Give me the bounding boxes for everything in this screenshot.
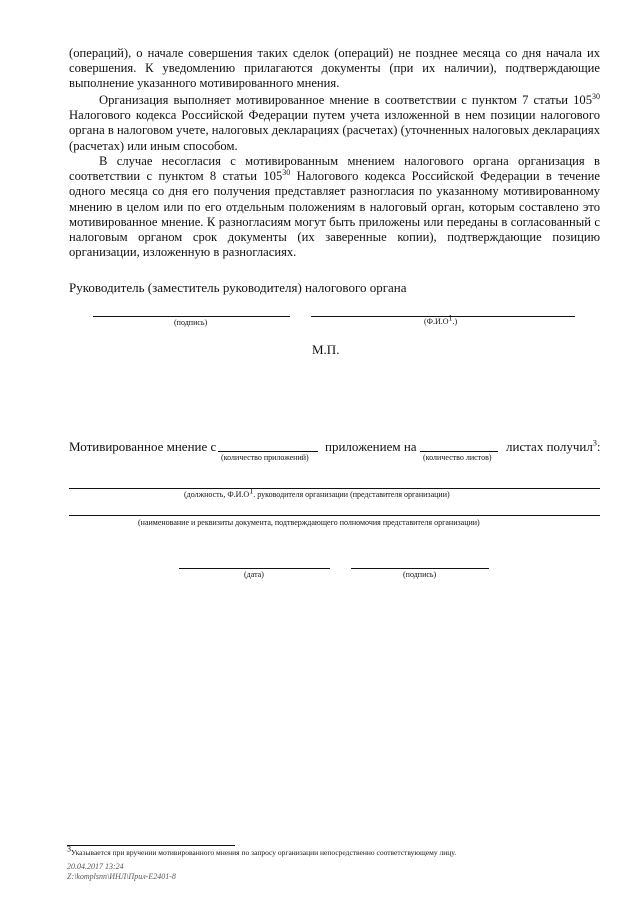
paragraph-2 <box>69 93 600 154</box>
position-caption <box>184 486 450 499</box>
fio-caption <box>424 313 458 326</box>
position-caption-sup: 1 <box>249 486 254 496</box>
head-label: Руководитель (заместитель руководителя) налогового органа <box>69 280 407 295</box>
footnote-text: Указывается при вручении мотивированного мнения по запросу организации непосредственно соответствующему лицу. <box>71 848 457 857</box>
paragraph-3-sup: 30 <box>282 168 291 178</box>
signature2-line <box>351 568 489 569</box>
position-line <box>69 488 600 489</box>
footnote <box>67 844 457 857</box>
print-timestamp: 20.04.2017 13:24 <box>67 862 124 871</box>
qty-sheets-line <box>420 451 498 452</box>
received-part3-text: листах получил <box>506 439 593 454</box>
fio-caption-sup: 1 <box>448 313 453 323</box>
received-part3 <box>506 439 600 455</box>
date-line <box>179 568 330 569</box>
received-sup: 3 <box>592 438 597 448</box>
paragraph-2-before: Организация выполняет мотивированное мнение в соответствии с пунктом 7 статьи 105 <box>99 93 592 107</box>
received-part1: Мотивированное мнение с <box>69 439 217 454</box>
received-colon: : <box>596 439 601 454</box>
doc-line <box>69 515 600 516</box>
footnote-sup: 3 <box>67 844 71 854</box>
signature2-caption: (подпись) <box>403 570 437 579</box>
paragraph-3-before: В случае несогласия с мотивированным мнением налогового органа организация в соответствии с пунктом 8 статьи 105 <box>69 154 600 184</box>
doc-caption: (наименование и реквизиты документа, подтверждающего полномочия представителя организации) <box>138 518 480 527</box>
qty-sheets-caption: (количество листов) <box>423 453 492 462</box>
paragraph-3 <box>69 154 600 260</box>
fio-caption-text: (Ф.И.О <box>424 317 449 326</box>
paragraph-3-after: Налогового кодекса Российской Федерации в течение одного месяца со дня его получения представляет разногласия по указанному мотивированному мнению в целом или по его отдельным положениям в налоговый орган, которым составлено это мотивированное мнение. К разногласиям могут быть приложены или переданы в согласованный с налоговым органом срок документы (их заверенные копии), подтверждающие позицию организации, изложенную в разногласиях. <box>69 169 600 260</box>
paragraph-1: (операций), о начале совершения таких сделок (операций) не позднее месяца со дня начала их совершения. К уведомлению прилагаются документы (при их наличии), подтверждающие выполнение указанного мотивированного мнения. <box>69 46 600 91</box>
paragraph-2-after: Налогового кодекса Российской Федерации путем учета изложенной в нем позиции налогового органа в налоговом учете, налоговых декларациях (расчетах) (уточненных налоговых декларациях (расчетах) или иным способом. <box>69 108 600 153</box>
paragraph-2-sup: 30 <box>592 91 600 101</box>
signature-line <box>93 316 290 317</box>
date-caption: (дата) <box>244 570 264 579</box>
file-path: Z:\komplsnn\ИНЛ\Прил-Е2401-8 <box>67 872 176 881</box>
received-part2: приложением на <box>325 439 417 454</box>
footnote-separator <box>67 845 235 846</box>
stamp-place: М.П. <box>312 342 340 357</box>
fio-caption-close: .) <box>452 317 458 326</box>
qty-attach-caption: (количество приложений) <box>221 453 309 462</box>
signature-caption: (подпись) <box>174 318 208 327</box>
position-caption-after: . руководителя организации (представителя организации) <box>253 490 450 499</box>
position-caption-before: (должность, Ф.И.О <box>184 490 250 499</box>
qty-attach-line <box>218 451 318 452</box>
